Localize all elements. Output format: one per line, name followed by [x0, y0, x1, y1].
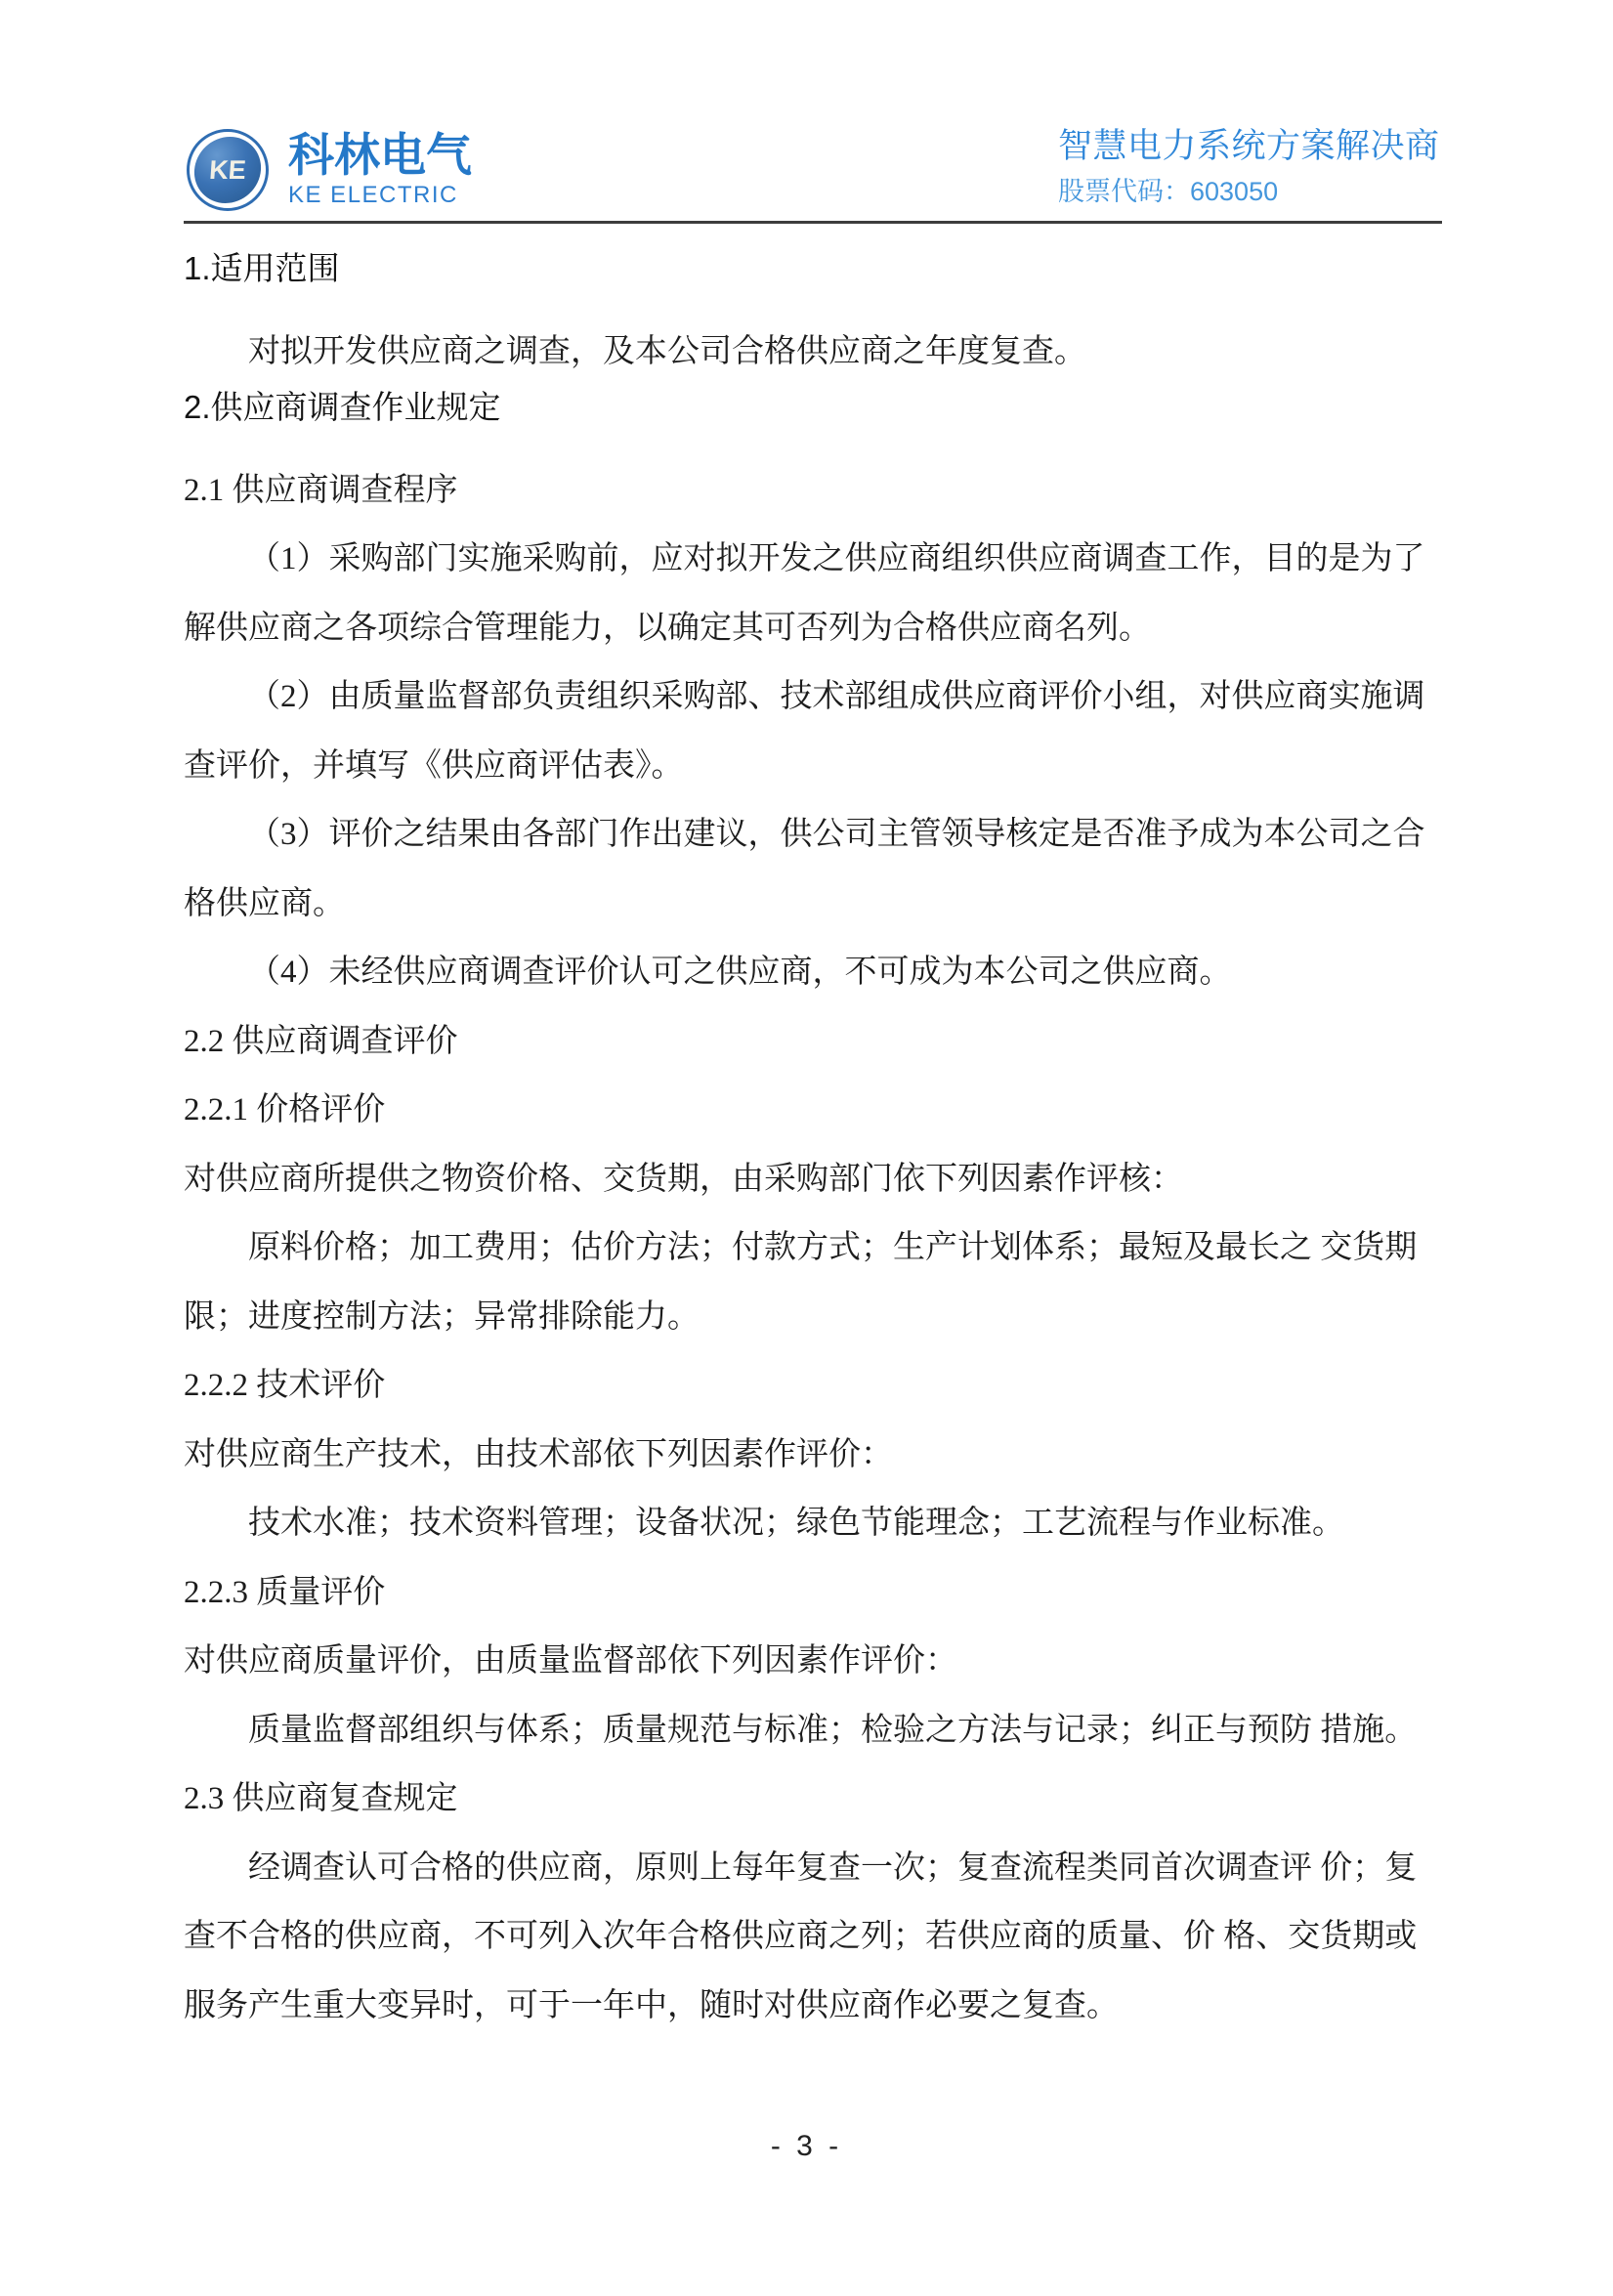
paragraph-line: （4）未经供应商调查评价认可之供应商，不可成为本公司之供应商。: [248, 955, 1232, 990]
section-heading-2: 2.供应商调查作业规定: [184, 389, 501, 425]
paragraph-line: 原料价格；加工费用；估价方法；付款方式；生产计划体系；最短及最长之 交货期: [248, 1230, 1418, 1265]
paragraph-line: 查不合格的供应商，不可列入次年合格供应商之列；若供应商的质量、价 格、交货期或: [184, 1919, 1418, 1954]
brand-text: [288, 129, 472, 209]
paragraph-line: 解供应商之各项综合管理能力，以确定其可否列为合格供应商名列。: [184, 610, 1151, 646]
page-number: - 3 -: [770, 2130, 843, 2162]
company-name-cn: 科林电气: [288, 129, 472, 181]
ke-logo-monogram: KE: [192, 137, 264, 203]
subheading-2-3: 2.3 供应商复查规定: [184, 1781, 458, 1816]
subheading-2-2-3: 2.2.3 质量评价: [184, 1574, 386, 1610]
paragraph-line: （3）评价之结果由各部门作出建议，供公司主管领导核定是否准予成为本公司之合: [248, 817, 1425, 852]
paragraph-line: 质量监督部组织与体系；质量规范与标准；检验之方法与记录；纠正与预防 措施。: [248, 1712, 1418, 1748]
paragraph-line: （1）采购部门实施采购前，应对拟开发之供应商组织供应商调查工作，目的是为了: [248, 541, 1425, 576]
paragraph-line: 经调查认可合格的供应商，原则上每年复查一次；复查流程类同首次调查评 价；复: [248, 1850, 1418, 1886]
paragraph-line: 限；进度控制方法；异常排除能力。: [184, 1298, 700, 1335]
paragraph-line: 对拟开发供应商之调查，及本公司合格供应商之年度复查。: [248, 333, 1086, 369]
subheading-2-2: 2.2 供应商调查评价: [184, 1023, 458, 1059]
company-name-en: KE ELECTRIC: [288, 182, 458, 208]
document-body: [184, 234, 1444, 2040]
paragraph-line: 对供应商所提供之物资价格、交货期，由采购部门依下列因素作评核：: [184, 1161, 1183, 1197]
section-heading-1: 1.适用范围: [184, 250, 340, 286]
ke-logo-icon: [187, 129, 269, 211]
brand: [187, 129, 472, 211]
subheading-2-2-1: 2.2.1 价格评价: [184, 1092, 386, 1127]
subheading-2-2-2: 2.2.2 技术评价: [184, 1368, 386, 1403]
paragraph-line: 技术水准；技术资料管理；设备状况；绿色节能理念；工艺流程与作业标准。: [248, 1506, 1344, 1541]
paragraph-line: 对供应商质量评价，由质量监督部依下列因素作评价：: [184, 1643, 957, 1679]
stock-code: 股票代码：603050: [1058, 177, 1279, 206]
paragraph-line: 查评价，并填写《供应商评估表》。: [184, 747, 684, 784]
subheading-2-1: 2.1 供应商调查程序: [184, 472, 458, 508]
paragraph-line: 对供应商生产技术，由技术部依下列因素作评价：: [184, 1436, 893, 1472]
paragraph-line: 格供应商。: [184, 885, 345, 921]
header-slogan-block: [1058, 125, 1440, 207]
paragraph-line: （2）由质量监督部负责组织采购部、技术部组成供应商评价小组，对供应商实施调: [248, 679, 1425, 714]
header-divider: [184, 221, 1442, 224]
header-slogan: 智慧电力系统方案解决商: [1058, 127, 1440, 165]
paragraph-line: 服务产生重大变异时，可于一年中，随时对供应商作必要之复查。: [184, 1987, 1119, 2023]
